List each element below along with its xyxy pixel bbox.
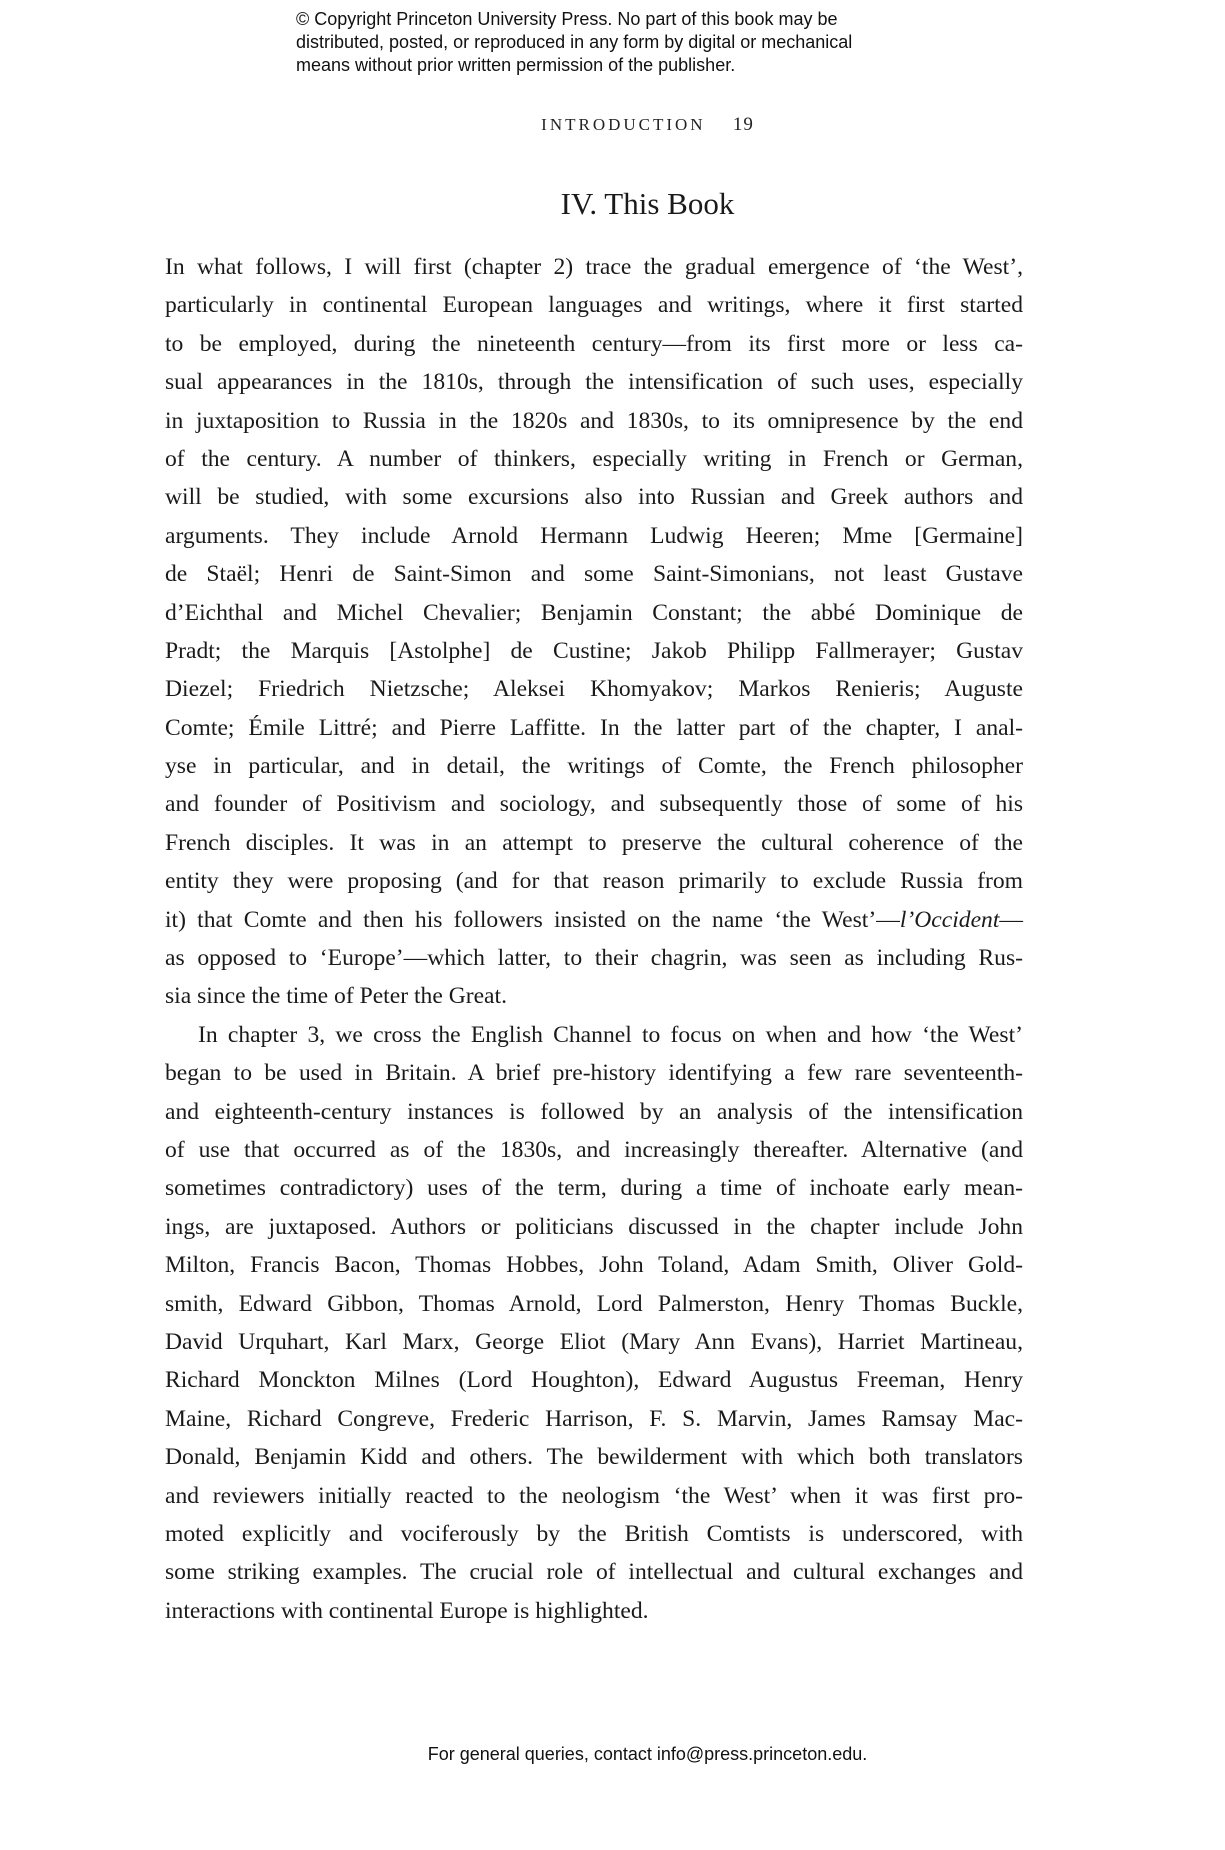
text-line: Diezel; Friedrich Nietzsche; Aleksei Khomyakov; Markos Renieris; Auguste	[165, 676, 1023, 703]
text-line: and founder of Positivism and sociology, and subsequently those of some of his	[165, 791, 1023, 818]
text-line: David Urquhart, Karl Marx, George Eliot (Mary Ann Evans), Harriet Martineau,	[165, 1328, 1023, 1355]
text-line: sia since the time of Peter the Great.	[165, 983, 507, 1010]
text-line: sometimes contradictory) uses of the term, during a time of inchoate early mean-	[165, 1175, 1023, 1202]
text-line: arguments. They include Arnold Hermann Ludwig Heeren; Mme [Germaine]	[165, 522, 1023, 549]
copyright-notice	[296, 8, 936, 77]
running-head-section: INTRODUCTION	[541, 115, 706, 134]
copyright-line: means without prior written permission of the publisher.	[296, 55, 736, 75]
text-line: and reviewers initially reacted to the neologism ‘the West’ when it was first pro-	[165, 1482, 1023, 1509]
text-segment: it) that Comte and then his followers insisted on the name ‘the West’—	[165, 906, 900, 933]
page-number: 19	[732, 114, 754, 135]
text-line: in juxtaposition to Russia in the 1820s and 1830s, to its omnipresence by the end	[165, 407, 1023, 434]
text-line: of use that occurred as of the 1830s, and increasingly thereafter. Alternative (and	[165, 1136, 1023, 1163]
text-line: Maine, Richard Congreve, Frederic Harrison, F. S. Marvin, James Ramsay Mac-	[165, 1405, 1023, 1432]
text-line: some striking examples. The crucial role of intellectual and cultural exchanges and	[165, 1559, 1023, 1586]
running-head	[0, 114, 1225, 136]
text-line: will be studied, with some excursions also into Russian and Greek authors and	[165, 484, 1023, 511]
text-line-with-italic	[165, 901, 1023, 939]
copyright-line: distributed, posted, or reproduced in any form by digital or mechanical	[296, 32, 853, 52]
text-segment: —	[999, 906, 1023, 933]
text-line: interactions with continental Europe is highlighted.	[165, 1597, 649, 1624]
text-line: of the century. A number of thinkers, especially writing in French or German,	[165, 445, 1023, 472]
body-text	[165, 248, 1023, 1630]
text-line: began to be used in Britain. A brief pre-history identifying a few rare seventeenth-	[165, 1060, 1023, 1087]
text-line: particularly in continental European languages and writings, where it first started	[165, 292, 1023, 319]
italic-term: l’Occident	[899, 906, 1000, 933]
text-line: Pradt; the Marquis [Astolphe] de Custine; Jakob Philipp Fallmerayer; Gustav	[165, 637, 1023, 664]
text-line: to be employed, during the nineteenth century—from its first more or less ca-	[165, 330, 1023, 357]
footer-contact: For general queries, contact info@press.princeton.edu.	[427, 1744, 868, 1764]
text-line: French disciples. It was in an attempt to preserve the cultural coherence of the	[165, 829, 1023, 856]
text-line: de Staël; Henri de Saint-Simon and some Saint-Simonians, not least Gustave	[165, 561, 1023, 588]
text-line: sual appearances in the 1810s, through the intensification of such uses, especially	[165, 369, 1023, 396]
text-line: In what follows, I will first (chapter 2) trace the gradual emergence of ‘the West’,	[165, 254, 1023, 280]
text-line: Richard Monckton Milnes (Lord Houghton), Edward Augustus Freeman, Henry	[165, 1367, 1023, 1394]
section-title: IV. This Book	[560, 186, 735, 221]
text-line: ings, are juxtaposed. Authors or politicians discussed in the chapter include John	[165, 1213, 1023, 1240]
text-line: smith, Edward Gibbon, Thomas Arnold, Lord Palmerston, Henry Thomas Buckle,	[165, 1290, 1023, 1317]
text-line: and eighteenth-century instances is followed by an analysis of the intensification	[165, 1098, 1023, 1125]
text-line: Comte; Émile Littré; and Pierre Laffitte. In the latter part of the chapter, I anal-	[165, 714, 1023, 741]
text-line: entity they were proposing (and for that reason primarily to exclude Russia from	[165, 868, 1023, 895]
copyright-line: © Copyright Princeton University Press. No part of this book may be	[296, 9, 838, 29]
text-line: In chapter 3, we cross the English Channel to focus on when and how ‘the West’	[198, 1021, 1023, 1048]
text-line: Donald, Benjamin Kidd and others. The bewilderment with which both translators	[165, 1444, 1023, 1471]
text-line: Milton, Francis Bacon, Thomas Hobbes, John Toland, Adam Smith, Oliver Gold-	[165, 1252, 1023, 1279]
text-line: yse in particular, and in detail, the writings of Comte, the French philosopher	[165, 753, 1023, 780]
text-line: moted explicitly and vociferously by the British Comtists is underscored, with	[165, 1520, 1023, 1547]
text-line: as opposed to ‘Europe’—which latter, to their chagrin, was seen as including Rus-	[165, 945, 1023, 972]
text-line: d’Eichthal and Michel Chevalier; Benjamin Constant; the abbé Dominique de	[165, 599, 1023, 626]
paragraph-2	[165, 1016, 1023, 1630]
paragraph-1	[165, 248, 1023, 1016]
